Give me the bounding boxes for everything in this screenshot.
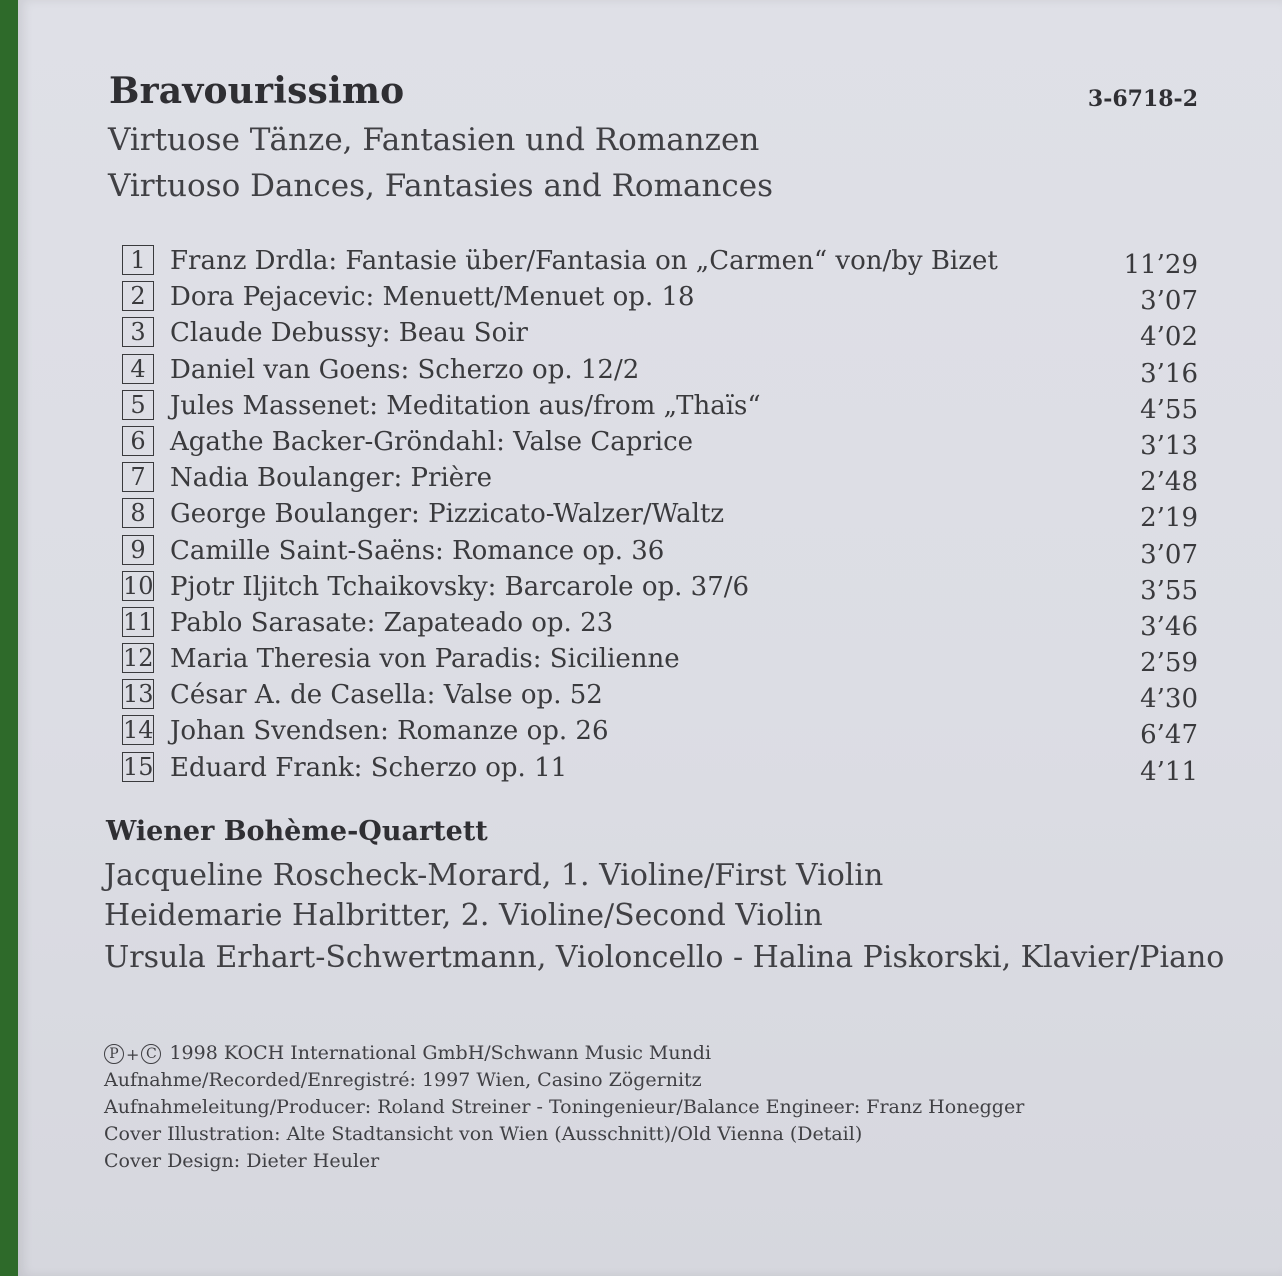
track-title: Eduard Frank: Scherzo op. 11 <box>170 752 568 783</box>
track-number: 12 <box>123 644 154 673</box>
track-row <box>122 425 1198 461</box>
track-number: 9 <box>122 535 154 565</box>
track-title: Johan Svendsen: Romanze op. 26 <box>170 716 609 747</box>
track-title: Agathe Backer-Gröndahl: Valse Caprice <box>170 426 694 457</box>
track-title: Daniel van Goens: Scherzo op. 12/2 <box>170 354 640 385</box>
phonogram-icon: P <box>104 1044 124 1064</box>
copyright-icon: C <box>141 1044 161 1064</box>
track-row <box>122 751 1198 787</box>
track-duration: 11’29 <box>1123 250 1198 280</box>
booklet-page <box>18 0 1282 1276</box>
track-duration: 3’13 <box>1140 430 1198 461</box>
track-title: César A. de Casella: Valse op. 52 <box>170 680 603 711</box>
track-number: 7 <box>122 462 154 492</box>
ensemble-name: Wiener Bohème-Quartett <box>106 816 488 847</box>
track-title: Jules Massenet: Meditation aus/from „Thaïs“ <box>170 390 761 421</box>
track-duration: 4’02 <box>1140 322 1198 353</box>
track-number: 3 <box>122 317 154 347</box>
track-title: Claude Debussy: Beau Soir <box>170 318 528 349</box>
track-row <box>122 714 1198 750</box>
album-title: Bravourissimo <box>109 70 405 112</box>
copyright-line <box>104 1042 1024 1069</box>
track-duration: 3’55 <box>1140 575 1198 606</box>
track-row <box>122 606 1198 642</box>
producer-line: Aufnahmeleitung/Producer: Roland Streiner - Toningenieur/Balance Engineer: Franz Honegger <box>104 1096 1025 1118</box>
track-number: 2 <box>122 281 154 311</box>
track-duration: 3’07 <box>1140 539 1198 570</box>
track-title: Pjotr Iljitch Tchaikovsky: Barcarole op. 37/6 <box>170 571 750 602</box>
track-number: 6 <box>122 426 154 456</box>
track-title: Franz Drdla: Fantasie über/Fantasia on „Carmen“ von/by Bizet <box>170 246 998 276</box>
ensemble-member: Jacqueline Roscheck-Morard, 1. Violine/First Violin <box>104 858 884 893</box>
copyright-text: 1998 KOCH International GmbH/Schwann Music Mundi <box>169 1042 712 1064</box>
track-duration: 2’19 <box>1140 503 1198 534</box>
track-duration: 6’47 <box>1140 720 1198 751</box>
track-number: 13 <box>123 680 154 709</box>
track-title: Maria Theresia von Paradis: Sicilienne <box>170 644 680 675</box>
cover-design-line: Cover Design: Dieter Heuler <box>104 1150 380 1172</box>
track-title: Camille Saint-Saëns: Romance op. 36 <box>170 535 665 566</box>
cover-illustration-line: Cover Illustration: Alte Stadtansicht von Wien (Ausschnitt)/Old Vienna (Detail) <box>104 1123 863 1145</box>
track-number: 11 <box>123 607 154 636</box>
track-row <box>122 678 1198 714</box>
track-duration: 2’48 <box>1140 467 1198 498</box>
track-duration: 3’16 <box>1140 358 1198 389</box>
subtitle-german: Virtuose Tänze, Fantasien und Romanzen <box>108 122 760 158</box>
track-number: 10 <box>123 571 154 600</box>
track-number: 15 <box>123 752 154 781</box>
track-row <box>122 570 1198 606</box>
track-number: 4 <box>122 354 154 384</box>
track-title: Dora Pejacevic: Menuett/Menuet op. 18 <box>170 282 695 313</box>
track-title: George Boulanger: Pizzicato-Walzer/Waltz <box>170 499 725 530</box>
ensemble-member: Heidemarie Halbritter, 2. Violine/Second Violin <box>104 898 823 933</box>
track-number: 1 <box>122 245 154 275</box>
track-row <box>122 280 1198 316</box>
track-row <box>122 497 1198 533</box>
subtitle-english: Virtuoso Dances, Fantasies and Romances <box>108 168 774 204</box>
plus-sign: + <box>126 1044 140 1064</box>
track-row <box>122 534 1198 570</box>
track-list <box>122 244 1198 787</box>
track-duration: 4’55 <box>1140 394 1198 425</box>
track-title: Pablo Sarasate: Zapateado op. 23 <box>170 607 614 638</box>
track-row <box>122 316 1198 352</box>
track-duration: 2’59 <box>1140 648 1198 679</box>
track-duration: 4’30 <box>1140 684 1198 715</box>
ensemble-member: Ursula Erhart-Schwertmann, Violoncello - Halina Piskorski, Klavier/Piano <box>104 940 1225 975</box>
track-duration: 4’11 <box>1140 756 1198 787</box>
track-number: 14 <box>123 716 154 745</box>
catalog-number: 3-6718-2 <box>1087 86 1198 112</box>
track-number: 8 <box>122 498 154 528</box>
track-title: Nadia Boulanger: Prière <box>170 463 492 494</box>
track-number: 5 <box>122 390 154 420</box>
track-row <box>122 353 1198 389</box>
track-row <box>122 389 1198 425</box>
track-row <box>122 461 1198 497</box>
track-row <box>122 642 1198 678</box>
track-duration: 3’07 <box>1140 286 1198 317</box>
track-row <box>122 244 1198 280</box>
track-duration: 3’46 <box>1140 611 1198 642</box>
credits-block <box>104 1042 1024 1177</box>
recorded-line: Aufnahme/Recorded/Enregistré: 1997 Wien, Casino Zögernitz <box>104 1069 702 1091</box>
